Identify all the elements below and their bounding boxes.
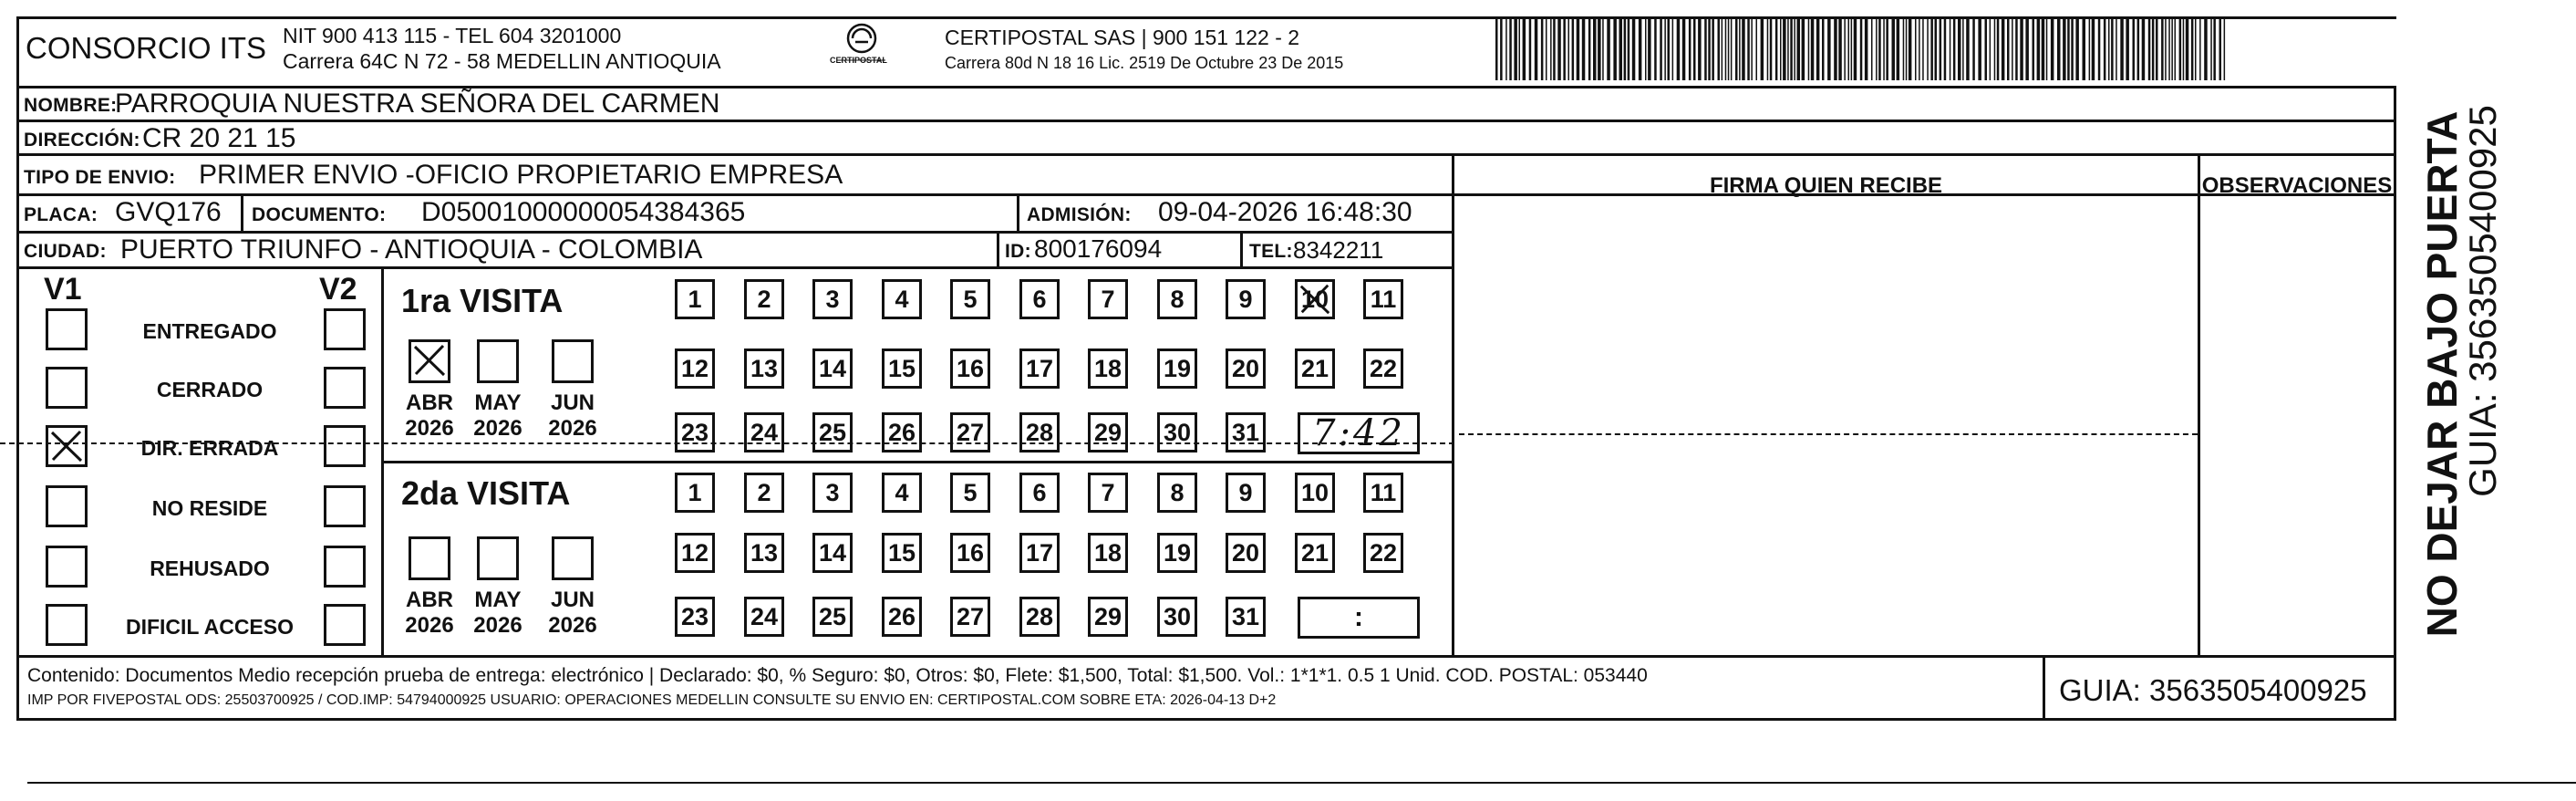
- barcode-bar: [2224, 18, 2226, 80]
- barcode-bar: [1906, 18, 1908, 80]
- no-dejar-bajo-puerta: NO DEJAR BAJO PUERTA: [2418, 110, 2466, 638]
- barcode-bar: [1739, 18, 1741, 80]
- visit2-time-value: :: [1354, 602, 1363, 632]
- barcode-bar: [1509, 18, 1512, 80]
- visit1-day-box[interactable]: 16: [950, 348, 990, 389]
- status-v2-checkbox[interactable]: [324, 546, 366, 588]
- status-v2-checkbox[interactable]: [324, 485, 366, 527]
- documento-value: D05001000000054384365: [421, 197, 746, 227]
- status-v1-checkbox[interactable]: [46, 425, 88, 467]
- barcode-bar: [1654, 18, 1657, 80]
- barcode-bar: [2007, 18, 2010, 80]
- barcode-bar: [1742, 18, 1745, 80]
- barcode-bar: [1851, 18, 1853, 80]
- barcode-bar: [1728, 18, 1730, 80]
- visit1-day-box[interactable]: 28: [1019, 412, 1060, 453]
- barcode-bar: [2156, 18, 2158, 80]
- admision-value: 09-04-2026 16:48:30: [1158, 197, 1412, 227]
- barcode-bar: [2137, 18, 2140, 80]
- barcode-bar: [1523, 18, 1526, 80]
- barcode-bar: [1677, 18, 1681, 80]
- barcode-bar: [2161, 18, 2164, 80]
- barcode-bar: [1624, 18, 1627, 80]
- visit2-day-box[interactable]: 2: [744, 473, 784, 513]
- visit2-month-checkbox[interactable]: [409, 536, 450, 580]
- visit1-day-box[interactable]: 29: [1088, 412, 1128, 453]
- barcode-bar: [2025, 18, 2029, 80]
- ciudad-label: CIUDAD:: [24, 241, 107, 262]
- barcode-bar: [2033, 18, 2035, 80]
- visit2-month-label: ABR: [406, 588, 453, 612]
- barcode-bar: [2042, 18, 2045, 80]
- barcode-bar: [1593, 18, 1597, 80]
- side-guia: GUIA: 3563505400925: [2461, 105, 2504, 497]
- visit1-day-box[interactable]: 27: [950, 412, 990, 453]
- barcode-bar: [2046, 18, 2048, 80]
- visit2-month-checkbox[interactable]: [552, 536, 594, 580]
- day-check-mark: [1298, 282, 1332, 317]
- status-v1-checkbox[interactable]: [46, 546, 88, 588]
- visit2-month-label: MAY: [474, 588, 522, 612]
- barcode-bar: [1725, 18, 1727, 80]
- visit2-day-box[interactable]: 7: [1088, 473, 1128, 513]
- barcode-bar: [2199, 18, 2201, 80]
- barcode-bar: [1519, 18, 1521, 80]
- visit2-day-box[interactable]: 28: [1019, 597, 1060, 637]
- visit2-day-box[interactable]: 11: [1363, 473, 1403, 513]
- visit2-day-box[interactable]: 14: [812, 533, 853, 573]
- barcode-bar: [1844, 18, 1846, 80]
- barcode-bar: [2108, 18, 2110, 80]
- barcode-bar: [1962, 18, 1964, 80]
- barcode-bar: [1563, 18, 1566, 80]
- visit2-day-box[interactable]: 26: [882, 597, 922, 637]
- barcode-bar: [2179, 18, 2182, 80]
- barcode-bar: [1827, 18, 1831, 80]
- barcode-bar: [1712, 18, 1714, 80]
- barcode-bar: [1735, 18, 1738, 80]
- visit2-day-box[interactable]: 19: [1157, 533, 1197, 573]
- barcode-bar: [2012, 18, 2013, 80]
- barcode-bar: [1619, 18, 1623, 80]
- visit1-day-box[interactable]: 26: [882, 412, 922, 453]
- barcode-bar: [1514, 18, 1517, 80]
- status-option-label: NO RESIDE: [151, 496, 268, 520]
- visit2-year-label: 2026: [405, 613, 454, 638]
- visit1-year-label: 2026: [473, 416, 522, 441]
- visit2-time-box[interactable]: [1298, 597, 1420, 639]
- barcode-bar: [1529, 18, 1532, 80]
- sender-info-line2: Carrera 64C N 72 - 58 MEDELLIN ANTIOQUIA: [283, 49, 721, 73]
- visit2-day-box[interactable]: 9: [1226, 473, 1266, 513]
- barcode-bar: [1660, 18, 1662, 80]
- barcode-bar: [2210, 18, 2212, 80]
- barcode-bar: [1909, 18, 1912, 80]
- ciudad-value: PUERTO TRIUNFO - ANTIOQUIA - COLOMBIA: [120, 234, 703, 265]
- barcode-bar: [1958, 18, 1961, 80]
- barcode-bar: [2175, 18, 2177, 80]
- certipostal-logo-caption: CERTIPOSTAL: [830, 56, 887, 65]
- visit2-day-box[interactable]: 31: [1226, 597, 1266, 637]
- direccion-label: DIRECCIÓN:: [24, 130, 140, 151]
- visit1-month-checkbox[interactable]: [409, 339, 450, 383]
- barcode-bar: [2104, 18, 2106, 80]
- barcode-bar: [1693, 18, 1696, 80]
- visit1-day-box[interactable]: 21: [1295, 348, 1335, 389]
- status-v2-checkbox[interactable]: [324, 367, 366, 409]
- barcode-bar: [1790, 18, 1793, 80]
- barcode-bar: [2120, 18, 2124, 80]
- barcode-bar: [1865, 18, 1867, 80]
- status-v1-checkbox[interactable]: [46, 308, 88, 350]
- visit1-day-box[interactable]: 2: [744, 279, 784, 319]
- visit1-day-box[interactable]: 6: [1019, 279, 1060, 319]
- barcode-bar: [1972, 18, 1975, 80]
- barcode-bar: [1751, 18, 1753, 80]
- barcode-bar: [1783, 18, 1786, 80]
- status-option-label: DIFICIL ACCESO: [125, 615, 294, 639]
- barcode-bar: [2213, 18, 2216, 80]
- barcode-bar: [1775, 18, 1778, 80]
- barcode-bar: [1664, 18, 1666, 80]
- visit1-day-box[interactable]: 22: [1363, 348, 1403, 389]
- barcode-bar: [1878, 18, 1881, 80]
- barcode-bar: [2071, 18, 2074, 80]
- barcode-bar: [1731, 18, 1733, 80]
- footer-print-info: IMP POR FIVEPOSTAL ODS: 25503700925 / COD.IMP: 54794000925 USUARIO: OPERACIONES MEDELLIN CONSULTE SU ENVIO EN: CERTIPOSTAL.COM SOBRE ETA: 2026-04-13 D+2: [27, 692, 1277, 708]
- barcode-bar: [1598, 18, 1601, 80]
- barcode-bar: [2051, 18, 2054, 80]
- barcode-bar: [1704, 18, 1707, 80]
- barcode-bar: [1613, 18, 1617, 80]
- visit1-day-box[interactable]: 5: [950, 279, 990, 319]
- barcode-bar: [1632, 18, 1636, 80]
- visit1-day-box[interactable]: 7: [1088, 279, 1128, 319]
- barcode-bar: [1628, 18, 1630, 80]
- barcode-bar: [2083, 18, 2086, 80]
- barcode-bar: [1944, 18, 1947, 80]
- visit1-time-value: 7:42: [1312, 412, 1405, 454]
- barcode-bar: [2165, 18, 2167, 80]
- barcode-bar: [1985, 18, 1988, 80]
- visit2-day-box[interactable]: 25: [812, 597, 853, 637]
- barcode-bar: [1886, 18, 1888, 80]
- barcode-bar: [2195, 18, 2197, 80]
- visit2-year-label: 2026: [548, 613, 597, 638]
- barcode-bar: [1541, 18, 1544, 80]
- visit2-month-checkbox[interactable]: [477, 536, 519, 580]
- visit2-day-box[interactable]: 6: [1019, 473, 1060, 513]
- direccion-value: CR 20 21 15: [142, 123, 296, 153]
- barcode-bar: [1588, 18, 1591, 80]
- barcode-bar: [1816, 18, 1820, 80]
- visit2-day-box[interactable]: 3: [812, 473, 853, 513]
- barcode-bar: [1922, 18, 1924, 80]
- nombre-value: PARROQUIA NUESTRA SEÑORA DEL CARMEN: [115, 88, 720, 119]
- visit1-day-box[interactable]: 14: [812, 348, 853, 389]
- visit1-day-box[interactable]: 31: [1226, 412, 1266, 453]
- visit1-month-label: MAY: [474, 390, 522, 415]
- barcode-bar: [2152, 18, 2155, 80]
- barcode-bar: [1645, 18, 1647, 80]
- visit2-day-box[interactable]: 5: [950, 473, 990, 513]
- visit1-day-box[interactable]: 1: [675, 279, 715, 319]
- visit2-day-box[interactable]: 1: [675, 473, 715, 513]
- barcode-bar: [1950, 18, 1951, 80]
- barcode-bar: [2063, 18, 2066, 80]
- barcode-bar: [1582, 18, 1586, 80]
- barcode-bar: [1919, 18, 1920, 80]
- visit1-title: 1ra VISITA: [401, 282, 564, 319]
- barcode-bar: [1787, 18, 1789, 80]
- barcode-bar: [1822, 18, 1825, 80]
- visit2-title: 2da VISITA: [401, 474, 571, 512]
- barcode-bar: [1838, 18, 1842, 80]
- placa-label: PLACA:: [24, 204, 98, 225]
- barcode-bar: [1811, 18, 1815, 80]
- sender-info-line1: NIT 900 413 115 - TEL 604 3201000: [283, 24, 622, 47]
- certipostal-logo: [825, 22, 898, 73]
- barcode-bar: [2075, 18, 2079, 80]
- barcode-bar: [1940, 18, 1942, 80]
- barcode-bar: [1607, 18, 1610, 80]
- barcode-bar: [1495, 18, 1498, 80]
- visit2-day-box[interactable]: 13: [744, 533, 784, 573]
- barcode-bar: [1505, 18, 1507, 80]
- visit1-month-checkbox[interactable]: [552, 339, 594, 383]
- status-option-label: DIR. ERRADA: [140, 436, 279, 460]
- barcode-bar: [1698, 18, 1702, 80]
- visit1-day-box[interactable]: 9: [1226, 279, 1266, 319]
- barcode-bar: [1935, 18, 1938, 80]
- barcode-bar: [1682, 18, 1686, 80]
- barcode-bar: [2089, 18, 2091, 80]
- barcode-bar: [2037, 18, 2041, 80]
- barcode-bar: [2111, 18, 2114, 80]
- status-option-label: REHUSADO: [150, 557, 270, 580]
- visit2-day-box[interactable]: 18: [1088, 533, 1128, 573]
- barcode-bar: [1871, 18, 1873, 80]
- barcode-bar: [1572, 18, 1575, 80]
- tel-label: TEL:: [1249, 241, 1293, 262]
- barcode-bar: [1535, 18, 1538, 80]
- carrier-info-line2: Carrera 80d N 18 16 Lic. 2519 De Octubre 23 De 2015: [945, 54, 1344, 72]
- barcode-bar: [1672, 18, 1674, 80]
- barcode-bar: [1557, 18, 1561, 80]
- visit1-year-label: 2026: [405, 416, 454, 441]
- barcode-bar: [2015, 18, 2018, 80]
- visit1-day-box[interactable]: 20: [1226, 348, 1266, 389]
- barcode-bar: [1883, 18, 1885, 80]
- barcode-bar: [2204, 18, 2208, 80]
- barcode-bar: [2171, 18, 2173, 80]
- barcode-bar: [2092, 18, 2095, 80]
- barcode-bar: [2098, 18, 2101, 80]
- visit2-day-box[interactable]: 12: [675, 533, 715, 573]
- visit1-day-box[interactable]: 19: [1157, 348, 1197, 389]
- barcode-bar: [1648, 18, 1651, 80]
- visit2-day-box[interactable]: 4: [882, 473, 922, 513]
- barcode-bar: [1747, 18, 1750, 80]
- barcode-bar: [1848, 18, 1850, 80]
- visit1-month-checkbox[interactable]: [477, 339, 519, 383]
- visit2-day-box[interactable]: 24: [744, 597, 784, 637]
- id-label: ID:: [1005, 241, 1031, 262]
- visit1-day-box[interactable]: 12: [675, 348, 715, 389]
- visit1-day-box[interactable]: 15: [882, 348, 922, 389]
- barcode-bar: [1930, 18, 1933, 80]
- barcode-bar: [1897, 18, 1900, 80]
- barcode-bar: [2116, 18, 2117, 80]
- barcode-bar: [2142, 18, 2146, 80]
- barcode-bar: [1966, 18, 1970, 80]
- barcode-bar: [1927, 18, 1929, 80]
- visit2-day-box[interactable]: 17: [1019, 533, 1060, 573]
- barcode-bar: [1668, 18, 1671, 80]
- admision-label: ADMISIÓN:: [1027, 204, 1132, 225]
- visit2-day-box[interactable]: 10: [1295, 473, 1335, 513]
- barcode-bar: [1639, 18, 1642, 80]
- barcode-bar: [1860, 18, 1863, 80]
- visit1-day-box[interactable]: 24: [744, 412, 784, 453]
- barcode-bar: [1577, 18, 1580, 80]
- barcode-bar: [1854, 18, 1857, 80]
- visit1-day-box[interactable]: 4: [882, 279, 922, 319]
- visit1-day-box[interactable]: 17: [1019, 348, 1060, 389]
- barcode-bar: [1876, 18, 1878, 80]
- tipo-envio-value: PRIMER ENVIO -OFICIO PROPIETARIO EMPRESA: [199, 160, 843, 190]
- barcode-bar: [1756, 18, 1758, 80]
- barcode-bar: [1915, 18, 1917, 80]
- firma-header: FIRMA QUIEN RECIBE: [1709, 173, 1943, 198]
- v1-header: V1: [44, 272, 82, 307]
- status-option-label: CERRADO: [156, 378, 264, 401]
- visit1-day-box[interactable]: 13: [744, 348, 784, 389]
- tipo-envio-label: TIPO DE ENVIO:: [24, 167, 176, 188]
- status-v2-checkbox[interactable]: [324, 425, 366, 467]
- barcode-bar: [2148, 18, 2151, 80]
- barcode-bar: [1553, 18, 1556, 80]
- barcode-bar: [1770, 18, 1773, 80]
- visit1-day-box[interactable]: 11: [1363, 279, 1403, 319]
- barcode-bar: [1722, 18, 1723, 80]
- status-v2-checkbox[interactable]: [324, 604, 366, 646]
- visit1-day-box[interactable]: 18: [1088, 348, 1128, 389]
- visit1-day-box[interactable]: 30: [1157, 412, 1197, 453]
- visit1-time-box[interactable]: [1298, 412, 1420, 454]
- barcode-bar: [1990, 18, 1991, 80]
- barcode-bar: [2191, 18, 2194, 80]
- barcode-bar: [1780, 18, 1782, 80]
- footer-content: Contenido: Documentos Medio recepción prueba de entrega: electrónico | Declarado: $0, % Seguro: $0, Otros: $0, Flete: $1,500, Total: $1,500. Vol.: 1*1*1. 0.5 1 Unid. COD. POSTAL: 053440: [27, 665, 1648, 686]
- barcode-bar: [1767, 18, 1769, 80]
- visit1-year-label: 2026: [548, 416, 597, 441]
- barcode-bar: [1797, 18, 1801, 80]
- visit1-month-label: JUN: [550, 390, 595, 415]
- observaciones-header: OBSERVACIONES: [2201, 173, 2393, 198]
- visit1-month-label: ABR: [406, 390, 453, 415]
- visit2-day-box[interactable]: 30: [1157, 597, 1197, 637]
- barcode-bar: [2126, 18, 2129, 80]
- barcode-bar: [2133, 18, 2136, 80]
- barcode-bar: [2186, 18, 2189, 80]
- v2-header: V2: [319, 272, 357, 307]
- barcode-bar: [2183, 18, 2185, 80]
- nombre-label: NOMBRE:: [24, 95, 118, 116]
- barcode-bar: [1500, 18, 1503, 80]
- visit2-day-box[interactable]: 20: [1226, 533, 1266, 573]
- sender-name: CONSORCIO ITS: [26, 31, 267, 65]
- barcode-bar: [1808, 18, 1810, 80]
- barcode-bar: [1892, 18, 1896, 80]
- visit1-day-box[interactable]: 3: [812, 279, 853, 319]
- barcode-bar: [1953, 18, 1956, 80]
- status-v2-checkbox[interactable]: [324, 308, 366, 350]
- barcode-bar: [1568, 18, 1570, 80]
- status-option-label: ENTREGADO: [142, 319, 277, 343]
- barcode-bar: [1718, 18, 1721, 80]
- barcode-bar: [1997, 18, 2000, 80]
- carrier-info-line1: CERTIPOSTAL SAS | 900 151 122 - 2: [945, 26, 1300, 49]
- barcode-bar: [2020, 18, 2023, 80]
- barcode-bar: [2057, 18, 2061, 80]
- barcode-bar: [1794, 18, 1795, 80]
- visit2-day-box[interactable]: 27: [950, 597, 990, 637]
- status-v1-checkbox[interactable]: [46, 485, 88, 527]
- barcode-bar: [2067, 18, 2070, 80]
- barcode-bar: [1602, 18, 1604, 80]
- visit2-day-box[interactable]: 16: [950, 533, 990, 573]
- visit2-day-box[interactable]: 8: [1157, 473, 1197, 513]
- barcode: [1495, 16, 2229, 82]
- barcode-bar: [2002, 18, 2005, 80]
- visit1-day-box[interactable]: 8: [1157, 279, 1197, 319]
- barcode-bar: [1761, 18, 1764, 80]
- barcode-bar: [1802, 18, 1805, 80]
- documento-label: DOCUMENTO:: [252, 204, 387, 225]
- visit2-day-box[interactable]: 22: [1363, 533, 1403, 573]
- placa-value: GVQ176: [115, 197, 222, 227]
- status-v1-checkbox[interactable]: [46, 367, 88, 409]
- barcode-bar: [1689, 18, 1691, 80]
- barcode-bar: [1834, 18, 1837, 80]
- barcode-bar: [1708, 18, 1711, 80]
- visit2-day-box[interactable]: 21: [1295, 533, 1335, 573]
- barcode-bar: [1546, 18, 1547, 80]
- visit2-day-box[interactable]: 29: [1088, 597, 1128, 637]
- visit1-day-box[interactable]: 10: [1295, 279, 1335, 319]
- footer-guia: GUIA: 3563505400925: [2059, 673, 2367, 707]
- id-value: 800176094: [1034, 234, 1163, 263]
- status-v1-checkbox[interactable]: [46, 604, 88, 646]
- barcode-bar: [1903, 18, 1905, 80]
- barcode-bar: [1978, 18, 1981, 80]
- barcode-bar: [2168, 18, 2170, 80]
- barcode-bar: [2219, 18, 2222, 80]
- tel-value: 8342211: [1293, 236, 1384, 264]
- visit2-day-box[interactable]: 15: [882, 533, 922, 573]
- visit2-month-label: JUN: [550, 588, 595, 612]
- barcode-bar: [1550, 18, 1552, 80]
- visit1-day-box[interactable]: 25: [812, 412, 853, 453]
- visit2-year-label: 2026: [473, 613, 522, 638]
- barcode-bar: [1994, 18, 1996, 80]
- visit1-day-box[interactable]: 23: [675, 412, 715, 453]
- visit2-day-box[interactable]: 23: [675, 597, 715, 637]
